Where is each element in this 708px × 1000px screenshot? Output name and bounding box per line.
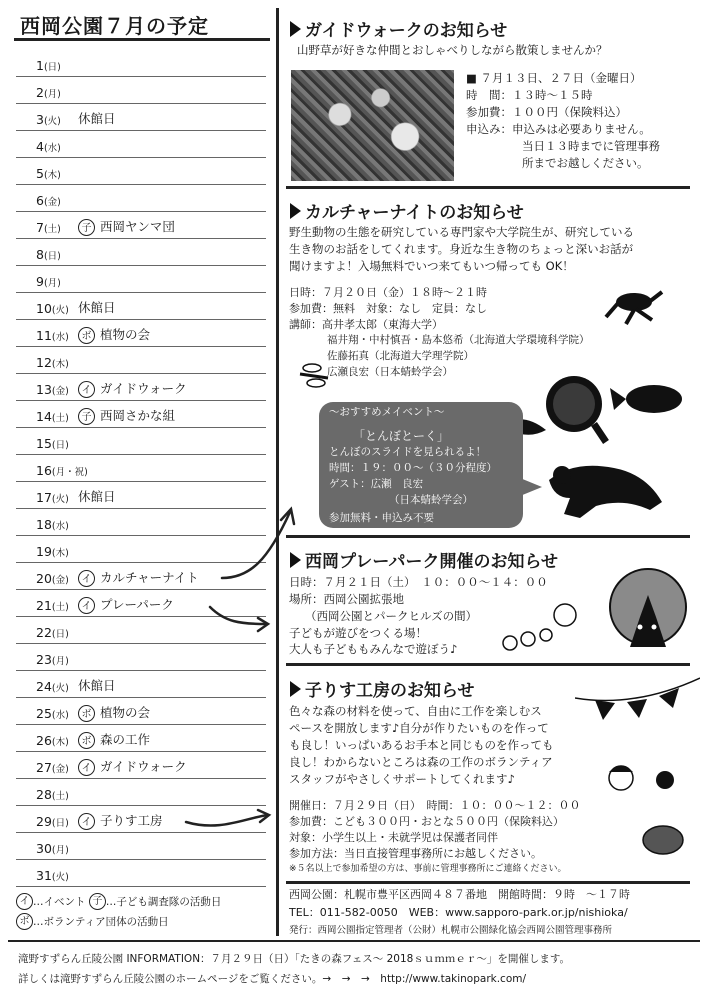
kirisu-target: 対象：小学生以上・未就学児は保護者同伴 (289, 831, 498, 844)
day-date: 18(水) (36, 517, 69, 532)
day-date: 29(日) (36, 814, 69, 829)
playpark-title-text: 西岡プレーパーク開催のお知らせ (305, 552, 558, 572)
kirisu-fee: 参加費：こども３００円・おとな５００円（保険料込） (289, 815, 564, 828)
day-event: プレーパーク (100, 597, 174, 612)
activity-badge: イ (78, 813, 95, 830)
kirisu-lead-1: 色々な森の材料を使って、自由に工作を楽しむス (289, 704, 542, 718)
day-date: 22(日) (36, 625, 69, 640)
day-event: ガイドウォーク (100, 759, 187, 774)
cherry-icon (656, 771, 674, 789)
activity-badge: イ (78, 570, 95, 587)
activity-badge: イ (78, 759, 95, 776)
activity-badge: 子 (78, 219, 95, 236)
contact-address: 西岡公園：札幌市豊平区西岡４８７番地 開館時間：９時 ～１７時 (289, 888, 630, 901)
otter-icon (549, 466, 662, 518)
day-date: 10(火) (36, 301, 69, 316)
calendar-title: 西岡公園７月の予定 (20, 14, 209, 38)
pinecone-icon (643, 826, 683, 854)
kirisu-lead-5: スタッフがやさしくサポートしてくれます♪ (289, 772, 515, 786)
day-date: 14(土) (36, 409, 69, 424)
culture-title (290, 198, 524, 223)
day-event: 西岡さかな組 (100, 408, 176, 423)
day-date: 24(火) (36, 679, 69, 694)
section-divider (286, 881, 690, 884)
culture-speaker-1: 講師：高井孝太郎（東海大学） (289, 318, 443, 331)
contact-publisher: 発行：西岡公園指定管理者（公財）札幌市公園緑化協会西岡公園管理事務所 (289, 925, 613, 936)
culture-fee: 参加費：無料 対象：なし 定員：なし (289, 302, 487, 315)
triangle-icon (290, 681, 301, 697)
section-divider (286, 186, 690, 189)
guide-apply-2: 当日１３時までに管理事務 (522, 139, 660, 153)
bubble-event-name: 「とんぼとーく」 (353, 429, 450, 443)
bubble-heading: ～おすすめメイベント～ (329, 406, 445, 418)
event-badge: イ (16, 893, 33, 910)
day-date: 27(金) (36, 760, 69, 775)
culture-date: 日時：７月２０日（金）１８時～２１時 (289, 286, 487, 299)
day-event: 森の工作 (100, 732, 151, 747)
kirisu-illustration (575, 668, 700, 858)
footer-rule (8, 940, 700, 942)
acorn-icon (609, 766, 633, 790)
flower-photo (291, 70, 454, 181)
day-event: 植物の会 (100, 327, 151, 342)
day-date: 23(月) (36, 652, 69, 667)
day-date: 5(木) (36, 166, 61, 181)
activity-badge: ボ (78, 732, 95, 749)
day-event: 子りす工房 (100, 813, 163, 828)
playpark-place-2: （西岡公園とパークヒルズの間） (305, 609, 478, 623)
bubble-tail (520, 478, 542, 496)
day-date: 28(土) (36, 787, 69, 802)
footer-link-text[interactable]: 詳しくは滝野すずらん丘陵公園のホームページをご覧ください。→ → → http://www.takinopark.com/ (18, 973, 527, 985)
day-date: 11(水) (36, 328, 69, 343)
kirisu-note: ※５名以上で参加希望の方は、事前に管理事務所にご連絡ください。 (289, 864, 567, 874)
kirisu-lead-3: も良し！いっぱいあるお手本と同じものを作っても (289, 738, 554, 752)
frog-icon (606, 292, 662, 324)
guide-apply: 申込み：申込みは必要ありません。 (466, 122, 651, 136)
triangle-icon (290, 21, 301, 37)
day-event: ガイドウォーク (100, 381, 187, 396)
day-date: 16(月・祝) (36, 463, 88, 478)
arrow-culture (222, 512, 290, 578)
birds-icon (503, 604, 576, 650)
day-date: 2(月) (36, 85, 61, 100)
contact-tel-web: TEL：011-582-0050 WEB：www.sapporo-park.or.jp/nishioka/ (289, 906, 628, 919)
playpark-line-1: 子どもが遊びをつくる場！ (289, 626, 427, 640)
day-date: 17(火) (36, 490, 69, 505)
day-event: 西岡ヤンマ団 (100, 219, 175, 234)
day-date: 1(日) (36, 58, 61, 73)
culture-title-text: カルチャーナイトのお知らせ (305, 203, 524, 223)
arrow-kirisu (186, 815, 268, 826)
tree-icon (610, 569, 686, 647)
day-date: 9(月) (36, 274, 61, 289)
day-date: 13(金) (36, 382, 69, 397)
fish-icon (610, 385, 682, 413)
day-event: 休館日 (78, 678, 116, 693)
day-event: 休館日 (78, 489, 116, 504)
guide-apply-3: 所までお越しください。 (522, 156, 649, 170)
guide-fee: 参加費：１００円（保険料込） (466, 105, 627, 119)
playpark-line-2: 大人も子どももみんなで遊ぼう♪ (289, 642, 458, 656)
playpark-date: 日時：７月２１日（土） １０：００～１４：００ (289, 575, 548, 589)
culture-lead-2: 生き物のお話をしてくれます。身近な生き物のちょっと深いお話が (289, 242, 634, 256)
activity-badge: ボ (78, 327, 95, 344)
day-date: 30(月) (36, 841, 69, 856)
recommend-bubble (319, 402, 523, 528)
culture-lead-3: 聞けますよ！入場無料でいつ来てもいつ帰っても OK！ (289, 259, 574, 273)
day-date: 20(金) (36, 571, 69, 586)
magnifier-icon (546, 376, 606, 442)
day-event: 休館日 (78, 111, 116, 126)
day-date: 19(木) (36, 544, 69, 559)
activity-badge: ボ (78, 705, 95, 722)
day-date: 6(金) (36, 193, 61, 208)
activity-badge: 子 (78, 408, 95, 425)
culture-speaker-2: 福井翔・中村慎吾・島本悠希（北海道大学環境科学院） (327, 334, 590, 346)
guide-title (290, 16, 507, 41)
volunteer-badge: ボ (16, 913, 33, 930)
day-date: 8(日) (36, 247, 61, 262)
guide-lead: 山野草が好きな仲間とおしゃべりしながら散策しませんか？ (297, 43, 608, 57)
bubble-guest-org: （日本蜻蛉学会） (389, 494, 473, 506)
bunting-icon (575, 678, 700, 720)
culture-speaker-3: 佐藤拓真（北海道大学理学院） (327, 350, 474, 362)
arrow-playpark (210, 607, 266, 624)
culture-speaker-4: 広瀬良宏（日本蜻蛉学会） (327, 366, 453, 378)
kirisu-method: 参加方法：当日直接管理事務所にお越しください。 (289, 847, 542, 860)
day-date: 21(土) (36, 598, 69, 613)
guide-title-text: ガイドウォークのお知らせ (305, 21, 508, 41)
footer-info: 滝野すずらん丘陵公園 INFORMATION：７月２９日（日）「たきの森フェス～ 2018ｓｕｍｍｅｒ～」を開催します。 (18, 953, 570, 965)
playpark-place: 場所：西岡公園拡張地 (289, 592, 404, 606)
day-date: 7(土) (36, 220, 61, 235)
day-event: 休館日 (78, 300, 116, 315)
kirisu-title (290, 676, 475, 701)
activity-badge: イ (78, 381, 95, 398)
day-date: 26(木) (36, 733, 69, 748)
kids-legend-label: …子ども調査隊の活動日 (105, 896, 222, 908)
kids-badge: 子 (89, 893, 106, 910)
kirisu-lead-2: ペースを開放します♪自分が作りたいものを作って (289, 721, 549, 735)
day-date: 4(水) (36, 139, 61, 154)
day-event: 植物の会 (100, 705, 151, 720)
bubble-guest: ゲスト：広瀬 良宏 (329, 478, 424, 490)
bubble-time: 時間：１９：００～（３０分程度） (329, 462, 497, 474)
day-date: 31(火) (36, 868, 69, 883)
section-divider (286, 535, 690, 538)
guide-date: ■ ７月１３日、２７日（金曜日） (466, 71, 642, 85)
day-date: 3(火) (36, 112, 61, 127)
bubble-desc: とんぼのスライドを見られるよ！ (329, 446, 487, 458)
guide-time: 時 間：１３時～１５時 (466, 88, 593, 102)
dragonfly-icon (300, 364, 328, 387)
triangle-icon (290, 552, 301, 568)
day-event: カルチャーナイト (100, 570, 199, 585)
bubble-note: 参加無料・申込み不要 (329, 512, 434, 524)
playpark-illustration (490, 565, 700, 665)
day-date: 12(木) (36, 355, 69, 370)
kirisu-date: 開催日：７月２９日（日） 時間：１０：００～１２：００ (289, 799, 581, 812)
section-divider (286, 663, 690, 666)
triangle-icon (290, 203, 301, 219)
day-date: 25(水) (36, 706, 69, 721)
event-legend-label: …イベント (33, 896, 86, 908)
kirisu-title-text: 子りす工房のお知らせ (305, 681, 475, 701)
kirisu-lead-4: 良し！わからないところは森の工作のボランティア (289, 755, 553, 769)
volunteer-legend-label: …ボランティア団体の活動日 (33, 916, 169, 928)
culture-lead-1: 野生動物の生態を研究している専門家や大学院生が、研究している (289, 225, 634, 239)
day-date: 15(日) (36, 436, 69, 451)
activity-badge: イ (78, 597, 95, 614)
